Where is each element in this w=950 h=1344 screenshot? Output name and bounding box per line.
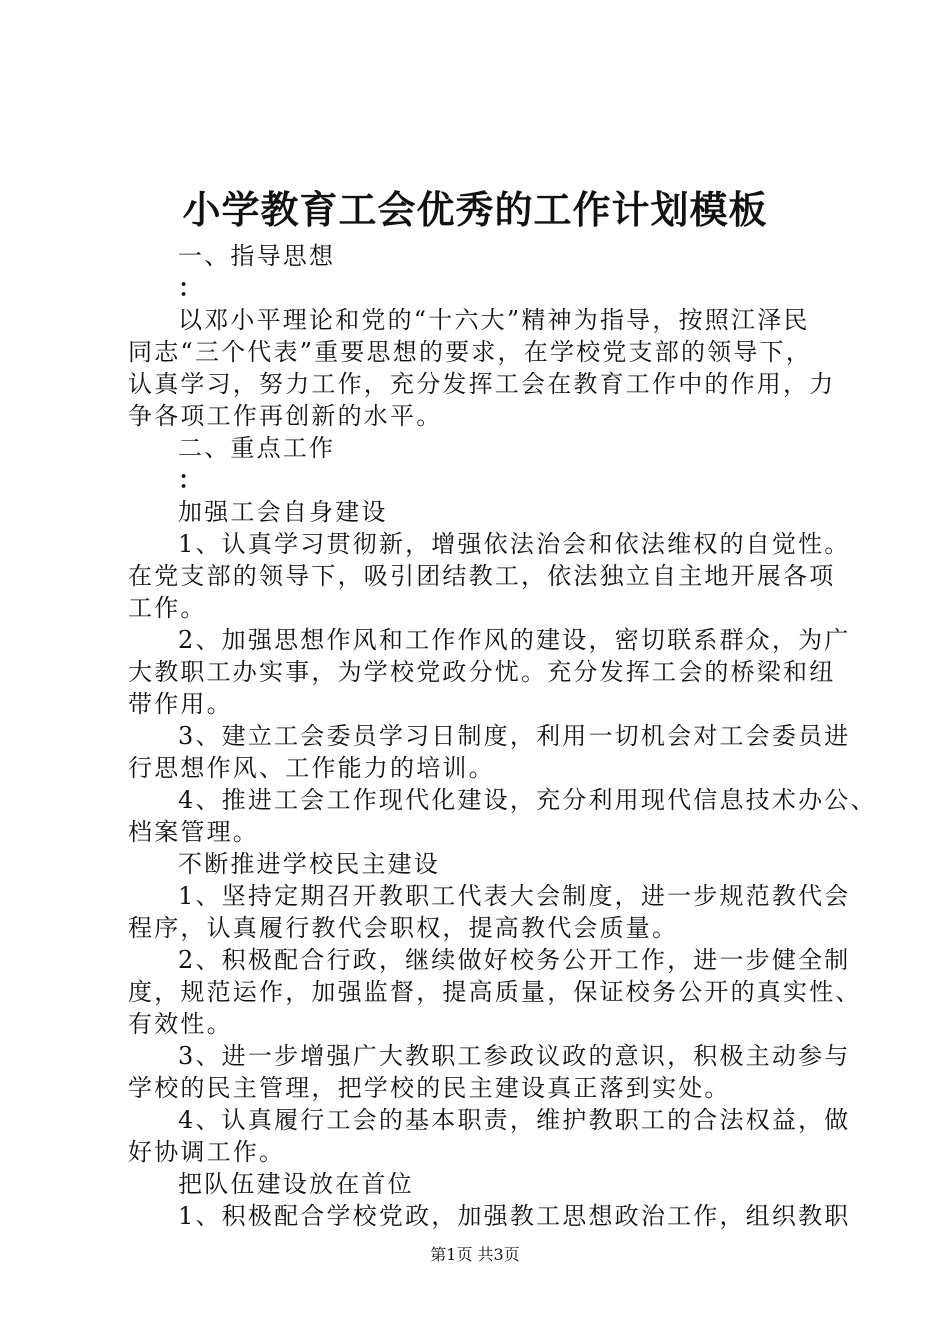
text-line: 4、认真履行工会的基本职责，维护教职工的合法权益，做 bbox=[178, 1106, 851, 1134]
text-line: 带作用。 bbox=[128, 690, 233, 718]
text-line: 大教职工办实事，为学校党政分忧。充分发挥工会的桥梁和纽 bbox=[128, 658, 836, 686]
text-line: 加强工会自身建设 bbox=[178, 498, 388, 526]
text-line: 在党支部的领导下，吸引团结教工，依法独立自主地开展各项 bbox=[128, 562, 836, 590]
text-line: 学校的民主管理，把学校的民主建设真正落到实处。 bbox=[128, 1074, 731, 1102]
text-line: 2、积极配合行政，继续做好校务公开工作，进一步健全制 bbox=[178, 946, 851, 974]
text-line: 1、积极配合学校党政，加强教工思想政治工作，组织教职 bbox=[178, 1202, 851, 1230]
text-line: 争各项工作再创新的水平。 bbox=[128, 402, 443, 430]
section-colon: ： bbox=[178, 465, 205, 494]
text-line: 3、进一步增强广大教职工参政议政的意识，积极主动参与 bbox=[178, 1042, 851, 1070]
text-line: 1、认真学习贯彻新，增强依法治会和依法维权的自觉性。 bbox=[178, 530, 851, 558]
text-line: 3、建立工会委员学习日制度，利用一切机会对工会委员进 bbox=[178, 722, 851, 750]
text-line: 一、指导思想 bbox=[178, 242, 336, 270]
text-line: 好协调工作。 bbox=[128, 1138, 286, 1166]
text-line: 档案管理。 bbox=[128, 818, 259, 846]
text-line: 以邓小平理论和党的“十六大”精神为指导，按照江泽民 bbox=[178, 306, 810, 334]
text-line: 有效性。 bbox=[128, 1010, 233, 1038]
document-body bbox=[128, 240, 877, 1232]
text-line: 行思想作风、工作能力的培训。 bbox=[128, 754, 495, 782]
page-footer: 第1页 共3页 bbox=[430, 1245, 520, 1264]
text-line: 度，规范运作，加强监督，提高质量，保证校务公开的真实性、 bbox=[128, 978, 862, 1006]
text-line: 工作。 bbox=[128, 594, 207, 622]
section-colon: ： bbox=[178, 273, 205, 302]
document-title: 小学教育工会优秀的工作计划模板 bbox=[182, 187, 768, 232]
text-line: 同志“三个代表”重要思想的要求，在学校党支部的领导下， bbox=[128, 338, 812, 366]
text-line: 2、加强思想作风和工作作风的建设，密切联系群众，为广 bbox=[178, 626, 851, 654]
text-line: 1、坚持定期召开教职工代表大会制度，进一步规范教代会 bbox=[178, 882, 851, 910]
text-line: 不断推进学校民主建设 bbox=[178, 850, 440, 878]
text-line: 认真学习，努力工作，充分发挥工会在教育工作中的作用，力 bbox=[128, 370, 836, 398]
text-line: 二、重点工作 bbox=[178, 434, 336, 462]
text-line: 4、推进工会工作现代化建设，充分利用现代信息技术办公、 bbox=[178, 786, 877, 814]
text-line: 把队伍建设放在首位 bbox=[178, 1170, 414, 1198]
text-line: 程序，认真履行教代会职权，提高教代会质量。 bbox=[128, 914, 679, 942]
